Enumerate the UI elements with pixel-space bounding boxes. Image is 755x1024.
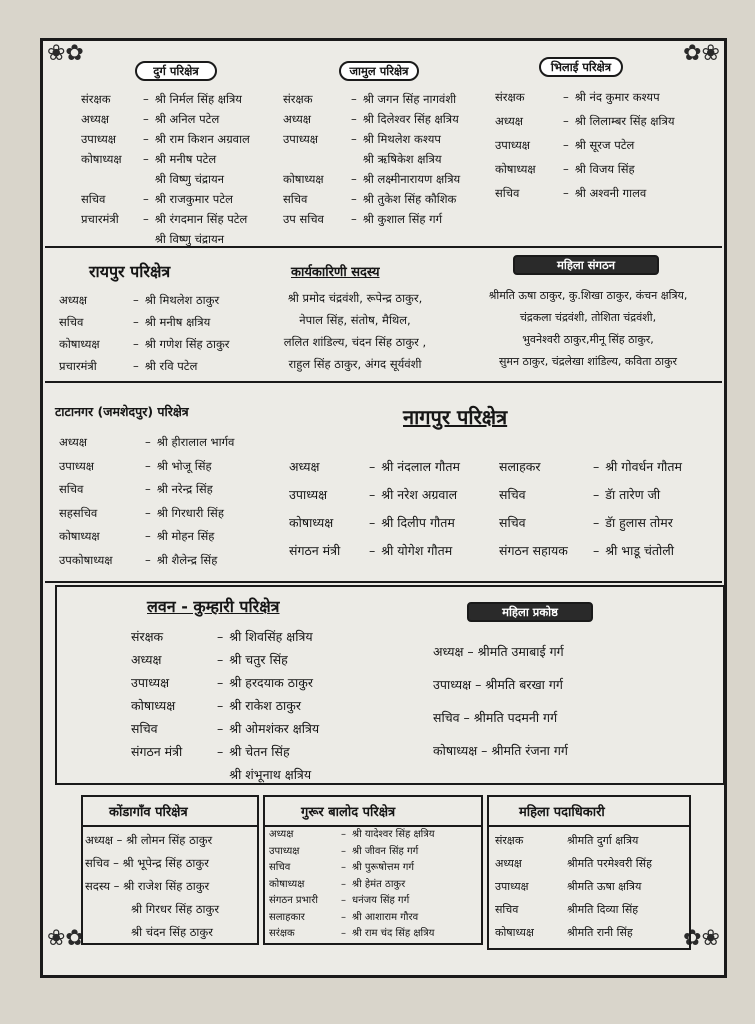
list-item	[269, 844, 435, 861]
member-name: श्री मनीष पटेल	[154, 152, 217, 166]
list-item	[81, 189, 250, 209]
list-item	[495, 157, 675, 181]
kondagaon-list	[85, 829, 219, 944]
separator: –	[341, 928, 346, 939]
separator: –	[563, 138, 569, 152]
role-label: सचिव	[283, 192, 308, 206]
list-item	[499, 537, 682, 565]
list-item	[81, 209, 250, 229]
separator: –	[341, 878, 346, 890]
role-label: उप सचिव	[283, 212, 324, 226]
role-label	[131, 763, 211, 786]
separator	[555, 875, 567, 898]
karyakarini-title: कार्यकारिणी सदस्य	[291, 265, 380, 280]
member-name: डॅा हुलास तोमर	[605, 515, 673, 530]
member-name: श्री नरेन्द्र सिंह	[156, 482, 213, 496]
list-line: सदस्य – श्री राजेश सिंह ठाकुर	[85, 879, 210, 893]
separator: –	[341, 845, 346, 857]
member-name: श्रीमति दुर्गा क्षत्रिय	[567, 834, 639, 847]
separator: –	[217, 652, 224, 667]
list-item	[59, 549, 234, 573]
member-name: श्री विष्णु चंद्रायन	[154, 172, 225, 186]
member-name: श्री लिलाम्बर सिंह क्षत्रिय	[574, 114, 675, 128]
member-name: श्रीमति ऊषा क्षत्रिय	[567, 880, 642, 893]
separator: –	[351, 92, 357, 106]
list-line: सचिव – श्रीमति पदमनी गर्ग	[433, 710, 558, 725]
role-label: सलाहकर	[499, 459, 541, 474]
member-name: श्री अश्वनी गालव	[574, 186, 647, 200]
list-item	[495, 133, 675, 157]
mahila-sangathan-title: महिला संगठन	[513, 255, 659, 275]
separator: –	[593, 515, 600, 530]
member-name: श्री राम किशन अग्रवाल	[154, 132, 250, 146]
list-item	[269, 893, 435, 910]
mahila-padadhikari-rule	[487, 825, 691, 827]
separator: –	[369, 515, 376, 530]
role-label: अध्यक्ष	[59, 293, 88, 307]
member-name: श्री चेतन सिंह	[229, 744, 290, 759]
member-name: श्री शंभूनाथ क्षत्रिय	[229, 767, 312, 782]
separator: –	[217, 675, 224, 690]
role-label: कोषाध्यक्ष	[495, 162, 536, 176]
list-line: उपाध्यक्ष – श्रीमति बरखा गर्ग	[433, 677, 563, 692]
list-item	[59, 289, 230, 311]
list-line: चंद्रकला चंद्रवंशी, तोशिता चंद्रवंशी,	[519, 311, 657, 324]
member-name: श्री राजकुमार पटेल	[154, 192, 233, 206]
role-label: अध्यक्ष	[495, 114, 524, 128]
member-name: श्री ऋषिकेश क्षत्रिय	[362, 152, 442, 166]
role-label: प्रचारमंत्री	[59, 359, 97, 373]
list-item	[283, 89, 460, 109]
member-name: श्री गोवर्धन गौतम	[605, 459, 683, 474]
role-label: सचिव	[131, 721, 158, 736]
list-item	[81, 89, 250, 109]
separator: –	[369, 487, 376, 502]
separator	[555, 898, 567, 921]
kondagaon-rule	[81, 825, 259, 827]
list-item	[59, 355, 230, 377]
karyakarini-list	[255, 287, 455, 375]
member-name: श्री जीवन सिंह गर्ग	[352, 845, 419, 857]
separator: –	[351, 132, 357, 146]
member-name: श्री कुशाल सिंह गर्ग	[362, 212, 443, 226]
gurur-title: गुरूर बालोद परिक्षेत्र	[301, 805, 396, 820]
member-name: श्री आशाराम गौरव	[352, 911, 419, 923]
role-label: सचिव	[495, 903, 519, 916]
separator: –	[133, 293, 139, 307]
separator: –	[145, 435, 151, 449]
separator: –	[145, 482, 151, 496]
role-label: कोषाध्यक्ष	[283, 172, 324, 186]
separator: –	[217, 721, 224, 736]
list-item	[269, 877, 435, 894]
separator	[555, 921, 567, 944]
member-name: श्री हेमंत ठाकुर	[352, 878, 406, 890]
member-name: श्री नंद कुमार कश्यप	[574, 90, 660, 104]
separator: –	[145, 529, 151, 543]
role-label: कोषाध्यक्ष	[289, 515, 334, 530]
separator: –	[133, 315, 139, 329]
role-label: सचिव	[81, 192, 106, 206]
list-line: श्री गिरधर सिंह ठाकुर	[131, 902, 220, 916]
list-item	[499, 481, 682, 509]
nagpur-right-list	[499, 453, 682, 565]
lavan-list	[131, 625, 319, 786]
separator: –	[143, 132, 149, 146]
mahila-prakoshth-list	[433, 635, 568, 767]
separator: –	[351, 112, 357, 126]
separator: –	[351, 192, 357, 206]
list-item	[495, 85, 675, 109]
list-item	[81, 109, 250, 129]
member-name: श्री योगेश गौतम	[381, 543, 453, 558]
list-item	[495, 875, 652, 898]
role-label: उपाध्यक्ष	[81, 132, 117, 146]
list-item	[269, 910, 435, 927]
role-label: उपाध्यक्ष	[289, 487, 328, 502]
list-line: अध्यक्ष – श्री लोमन सिंह ठाकुर	[85, 833, 213, 847]
member-name: श्री नरेश अग्रवाल	[381, 487, 458, 502]
list-line: श्री प्रमोद चंद्रवंशी, रूपेन्द्र ठाकुर,	[287, 291, 423, 305]
member-name: श्री दिलेश्वर सिंह क्षत्रिय	[362, 112, 459, 126]
gurur-list	[269, 827, 435, 943]
member-name: श्रीमति दिव्या सिंह	[567, 903, 639, 916]
list-item	[131, 763, 319, 786]
member-name: श्री दिलीप गौतम	[381, 515, 455, 530]
role-label: कोषाध्यक्ष	[269, 878, 305, 890]
role-label: अध्यक्ष	[495, 857, 522, 870]
separator: –	[133, 337, 139, 351]
separator: –	[351, 172, 357, 186]
separator: –	[593, 543, 600, 558]
member-name: श्रीमति रानी सिंह	[567, 926, 633, 939]
role-label: अध्यक्ष	[289, 459, 320, 474]
role-label: संगठन सहायक	[499, 543, 568, 558]
separator: –	[217, 629, 224, 644]
member-name: श्री रवि पटेल	[144, 359, 198, 373]
member-name: श्री रंगदमान सिंह पटेल	[154, 212, 248, 226]
member-name: श्री सूरज पटेल	[574, 138, 635, 152]
jamul-list	[283, 89, 460, 229]
list-item	[131, 740, 319, 763]
bhilai-title: भिलाई परिक्षेत्र	[539, 57, 623, 77]
separator: –	[341, 829, 346, 840]
list-item	[289, 481, 460, 509]
section-divider	[45, 381, 722, 383]
member-name: श्री ओमशंकर क्षत्रिय	[229, 721, 320, 736]
list-item	[59, 431, 234, 455]
list-item	[289, 509, 460, 537]
list-item	[59, 455, 234, 479]
separator: –	[145, 552, 151, 567]
separator	[555, 852, 567, 875]
durg-list	[81, 89, 250, 249]
member-name: श्री राम चंद सिंह क्षत्रिय	[352, 928, 435, 939]
member-name: श्री लक्ष्मीनारायण क्षत्रिय	[362, 172, 461, 186]
role-label: कोषाध्यक्ष	[59, 337, 100, 351]
list-item	[495, 921, 652, 944]
member-name: श्री मिथलेश कश्यप	[362, 132, 441, 146]
separator: –	[143, 112, 149, 126]
list-item	[495, 181, 675, 205]
member-name: श्री निर्मल सिंह क्षत्रिय	[154, 92, 242, 106]
separator: –	[563, 90, 569, 104]
member-name: श्री यादेश्वर सिंह क्षत्रिय	[352, 829, 435, 840]
member-name: श्री मोहन सिंह	[156, 529, 215, 543]
separator: –	[143, 212, 149, 226]
role-label: उपाध्यक्ष	[283, 132, 319, 146]
member-name: श्री हीरालाल भार्गव	[156, 435, 235, 449]
list-item	[283, 209, 460, 229]
role-label: उपाध्यक्ष	[495, 880, 529, 893]
member-name: श्री विष्णु चंद्रायन	[154, 232, 225, 246]
role-label: कोषाध्यक्ष	[131, 698, 176, 713]
role-label: सचिव	[495, 186, 520, 200]
role-label: सचिव	[59, 482, 84, 496]
mahila-sangathan-list	[463, 285, 713, 373]
list-item	[131, 694, 319, 717]
list-line: अध्यक्ष – श्रीमति उमाबाई गर्ग	[433, 644, 564, 659]
org-directory-page	[40, 38, 727, 978]
list-item	[283, 169, 460, 189]
list-item	[495, 829, 652, 852]
list-line: कोषाध्यक्ष – श्रीमति रंजना गर्ग	[433, 743, 568, 758]
role-label: संरक्षक	[131, 629, 164, 644]
role-label: सलाहकार	[269, 911, 305, 923]
list-item	[269, 926, 435, 943]
separator: –	[563, 114, 569, 128]
separator: –	[143, 152, 149, 166]
member-name: श्री शैलेन्द्र सिंह	[156, 552, 218, 567]
member-name: श्री भाडू चंतोली	[605, 543, 675, 558]
list-item	[131, 625, 319, 648]
list-item	[81, 169, 250, 189]
role-label: कोषाध्यक्ष	[59, 529, 100, 543]
list-item	[59, 333, 230, 355]
role-label: अध्यक्ष	[283, 112, 312, 126]
list-line: श्री चंदन सिंह ठाकुर	[131, 925, 213, 939]
list-line: ललित शांडिल्य, चंदन सिंह ठाकुर ,	[283, 335, 427, 349]
member-name: श्री हरदयाक ठाकुर	[229, 675, 313, 690]
mahila-padadhikari-list	[495, 829, 652, 944]
role-label: सचिव	[59, 315, 84, 329]
list-item	[499, 453, 682, 481]
role-label: संरक्षक	[495, 90, 525, 104]
member-name: श्री शिवसिंह क्षत्रिय	[229, 629, 313, 644]
jamul-title: जामुल परिक्षेत्र	[339, 61, 419, 81]
role-label: उपाध्यक्ष	[131, 675, 170, 690]
separator: –	[217, 744, 224, 759]
durg-title: दुर्ग परिक्षेत्र	[135, 61, 217, 81]
member-name: श्री मिथलेश ठाकुर	[144, 293, 220, 307]
list-item	[81, 149, 250, 169]
role-label: सहसचिव	[59, 505, 98, 520]
bhilai-list	[495, 85, 675, 205]
list-item	[59, 502, 234, 526]
member-name: डॅा तारेण जी	[605, 487, 661, 502]
separator: –	[143, 92, 149, 106]
member-name: श्री मनीष क्षत्रिय	[144, 315, 211, 329]
role-label: संगठन प्रभारी	[269, 895, 318, 906]
separator	[555, 829, 567, 852]
mahila-prakoshth-title: महिला प्रकोष्ठ	[467, 602, 593, 622]
role-label: उपाध्यक्ष	[59, 458, 95, 473]
floral-corner-icon: ❀✿	[47, 926, 84, 951]
list-item	[283, 129, 460, 149]
list-item	[81, 129, 250, 149]
role-label: संरक्षक	[81, 92, 111, 106]
nagpur-title: नागपुर परिक्षेत्र	[403, 405, 508, 429]
role-label: सचिव	[499, 487, 526, 502]
separator: –	[217, 698, 224, 713]
list-item	[59, 525, 234, 549]
list-item	[495, 852, 652, 875]
list-line: सचिव – श्री भूपेन्द्र सिंह ठाकुर	[85, 856, 209, 870]
member-name: श्री पुरूषोत्तम गर्ग	[352, 862, 414, 873]
tatanagar-list	[59, 431, 234, 572]
role-label: प्रचारमंत्री	[81, 212, 119, 226]
mahila-padadhikari-title: महिला पदाधिकारी	[519, 805, 605, 820]
role-label: संरक्षक	[283, 92, 313, 106]
list-item	[495, 109, 675, 133]
list-item	[499, 509, 682, 537]
list-item	[269, 860, 435, 877]
role-label	[81, 229, 137, 249]
list-item	[283, 149, 460, 169]
list-item	[495, 898, 652, 921]
role-label: अध्यक्ष	[81, 112, 110, 126]
member-name: श्री चतुर सिंह	[229, 652, 288, 667]
list-item	[131, 648, 319, 671]
raipur-list	[59, 289, 230, 377]
separator: –	[351, 212, 357, 226]
floral-corner-icon: ❀✿	[47, 41, 84, 66]
separator: –	[145, 505, 151, 520]
list-item	[81, 229, 250, 249]
separator: –	[341, 895, 346, 906]
member-name: श्री जगन सिंह नागवंशी	[362, 92, 457, 106]
role-label: कोषाध्यक्ष	[495, 926, 534, 939]
nagpur-left-list	[289, 453, 460, 565]
kondagaon-title: कोंडागाँव परिक्षेत्र	[109, 805, 188, 820]
separator: –	[563, 162, 569, 176]
role-label: संरक्षक	[495, 834, 524, 847]
role-label: सरंक्षक	[269, 928, 295, 939]
list-item	[269, 827, 435, 844]
member-name: श्री भोजू सिंह	[156, 458, 212, 473]
list-item	[283, 109, 460, 129]
tatanagar-title: टाटानगर (जमशेदपुर) परिक्षेत्र	[55, 404, 189, 419]
list-item	[289, 537, 460, 565]
member-name: श्री नंदलाल गौतम	[381, 459, 460, 474]
role-label	[81, 169, 137, 189]
list-item	[59, 478, 234, 502]
role-label: उपकोषाध्यक्ष	[59, 552, 113, 567]
floral-corner-icon: ✿❀	[683, 926, 720, 951]
separator: –	[563, 186, 569, 200]
role-label: सचिव	[269, 862, 291, 873]
separator: –	[593, 487, 600, 502]
role-label: उपाध्यक्ष	[495, 138, 531, 152]
role-label: अध्यक्ष	[131, 652, 162, 667]
role-label: उपाध्यक्ष	[269, 845, 300, 857]
role-label: संगठन मंत्री	[289, 543, 341, 558]
floral-corner-icon: ✿❀	[683, 41, 720, 66]
separator: –	[341, 911, 346, 923]
role-label: सचिव	[499, 515, 526, 530]
list-line: भुवनेश्वरी ठाकुर,मीनू सिंह ठाकुर,	[522, 333, 654, 346]
separator: –	[593, 459, 600, 474]
list-item	[131, 717, 319, 740]
separator: –	[341, 862, 346, 873]
raipur-title: रायपुर परिक्षेत्र	[89, 262, 171, 281]
separator: –	[133, 359, 139, 373]
list-item	[131, 671, 319, 694]
member-name: श्री तुकेश सिंह कौशिक	[362, 192, 457, 206]
list-line: श्रीमति ऊषा ठाकुर, कु.शिखा ठाकुर, कंचन क्षत्रिय,	[488, 289, 688, 302]
member-name: श्रीमति परमेश्वरी सिंह	[567, 857, 652, 870]
role-label: अध्यक्ष	[59, 435, 88, 449]
separator: –	[143, 192, 149, 206]
separator: –	[145, 458, 151, 473]
role-label: संगठन मंत्री	[131, 744, 183, 759]
list-item	[59, 311, 230, 333]
list-line: सुमन ठाकुर, चंद्रलेखा शांडिल्य, कविता ठाकुर	[498, 355, 678, 368]
role-label: अध्यक्ष	[269, 829, 294, 840]
role-label: कोषाध्यक्ष	[81, 152, 122, 166]
list-item	[283, 189, 460, 209]
member-name: श्री अनिल पटेल	[154, 112, 220, 126]
lavan-title: लवन - कुम्हारी परिक्षेत्र	[147, 597, 280, 616]
list-item	[289, 453, 460, 481]
list-line: नेपाल सिंह, संतोष, मैथिल,	[299, 313, 411, 327]
section-divider	[45, 581, 722, 583]
member-name: श्री गणेश सिंह ठाकुर	[144, 337, 230, 351]
member-name: धनंजय सिंह गर्ग	[352, 895, 410, 906]
member-name: श्री राकेश ठाकुर	[229, 698, 301, 713]
member-name: श्री गिरधारी सिंह	[156, 505, 224, 520]
separator: –	[369, 459, 376, 474]
role-label	[283, 149, 345, 169]
member-name: श्री विजय सिंह	[574, 162, 635, 176]
separator: –	[369, 543, 376, 558]
list-line: राहुल सिंह ठाकुर, अंगद सूर्यवंशी	[288, 357, 422, 371]
